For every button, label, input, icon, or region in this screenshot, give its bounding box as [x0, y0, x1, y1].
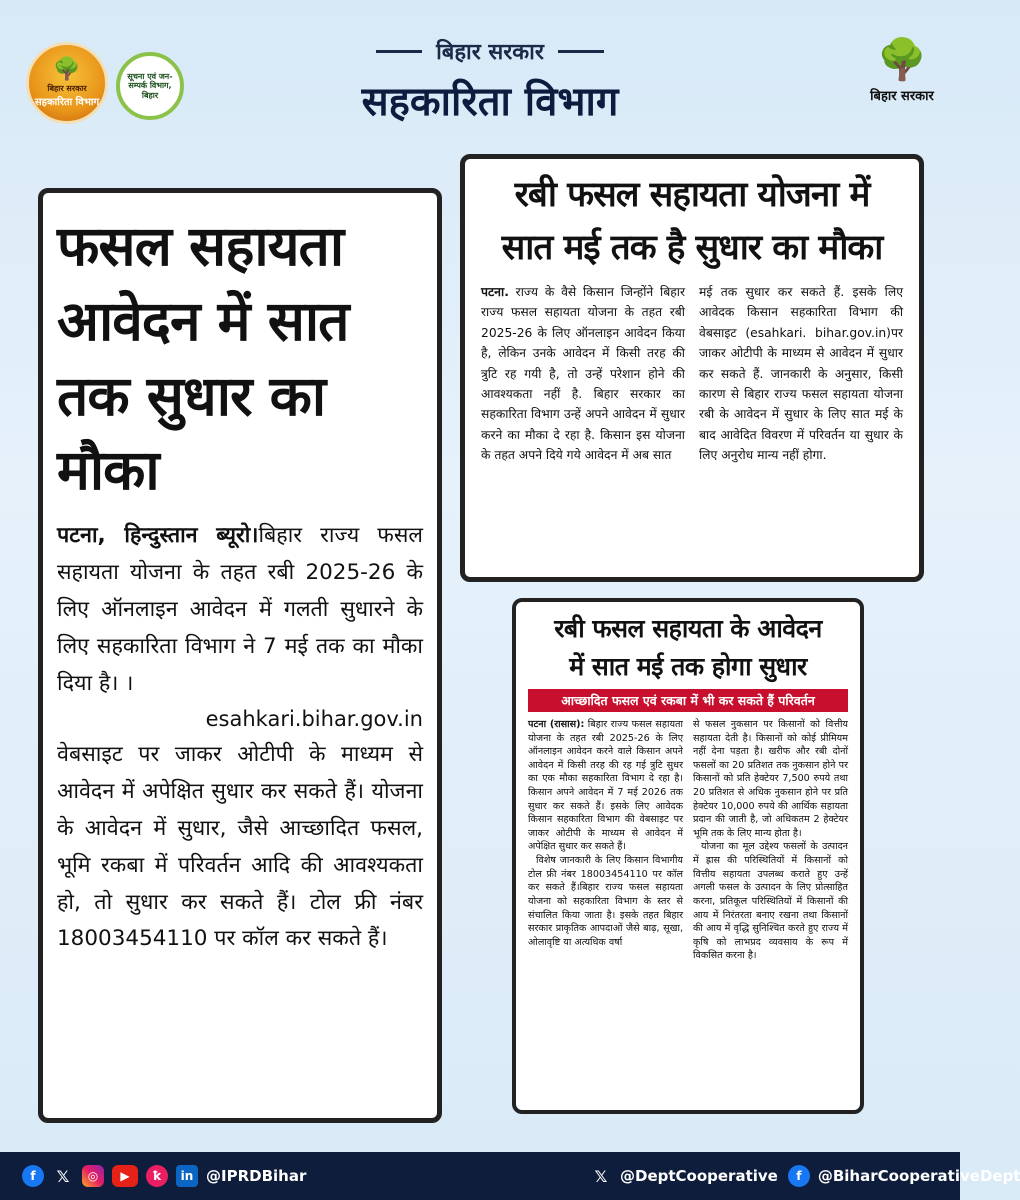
facebook-icon[interactable]: f [22, 1165, 44, 1187]
instagram-icon[interactable]: ◎ [82, 1165, 104, 1187]
column: पटना. राज्य के वैसे किसान जिन्होंने बिहार राज्य फसल सहायता योजना के तहत रबी 2025-26 के लिए ऑनलाइन आवेदन किया है, लेकिन उनके आवेदन में किसी तरह की त्रुटि रह गयी है, तो उन्हें परेशान होने की आवश्यकता नहीं है. बिहार सरकार का सहकारिता विभाग उन्हें अपने आवेदन में सुधार करने का मौका दे रहा है. किसान इस योजना के तहत अपने दिये गये आवेदन में अब सात [481, 285, 685, 463]
divider [558, 50, 604, 53]
facebook-handle[interactable]: @BiharCooperativeDept [817, 1167, 1020, 1185]
iprd-handle[interactable]: @IPRDBihar [206, 1167, 307, 1185]
column: मई तक सुधार कर सकते हैं. इसके लिए आवेदक किसान सहकारिता विभाग की वेबसाइट (esahkari. bihar.gov.in)पर जाकर ओटीपी के माध्यम से आवेदन में सुधार कर सकते हैं. जानकारी के अनुसार, किसी कारण से बिहार राज्य फसल सहायता योजना रबी के आवेदन में सुधार के लिए सात मई के बाद आवेदित विवरण में परिवर्तन या सुधार के लिए अनुरोध मान्य नहीं होगा. [699, 285, 903, 463]
clipping-headline: रबी फसल सहायता योजना में सात मई तक है सुधार का मौका [501, 175, 883, 268]
header-subtitle: बिहार सरकार [436, 40, 544, 65]
header [0, 0, 960, 160]
clipping-columns [481, 282, 903, 466]
dateline: पटना, हिन्दुस्तान ब्यूरो। [57, 523, 259, 549]
clipping-headline: रबी फसल सहायता के आवेदन में सात मई तक होगा सुधार [554, 614, 822, 681]
clipping-headline: फसल सहायता आवेदन में सात तक सुधार का मौका [57, 214, 349, 503]
clipping-banner: आच्छादित फसल एवं रकबा में भी कर सकते हैं परिवर्तन [528, 689, 848, 712]
linkedin-icon[interactable]: in [176, 1165, 198, 1187]
x-handle[interactable]: @DeptCooperative [620, 1167, 778, 1185]
cooperative-department-logo: 🌳 बिहार सरकार सहकारिता विभाग [26, 42, 108, 124]
facebook-icon[interactable]: f [788, 1165, 810, 1187]
column: पटना (रासास): बिहार राज्य फसल सहायता योजना के तहत रबी 2025-26 के लिए ऑनलाइन आवेदन करने वाले किसान अपने आवेदन में किसी तरह की रह गई त्रुटि सुधर का एक मौका सहकारिता विभाग दे रहा है। किसान अपने आवेदन में 7 मई 2026 तक सुधार कर सकते हैं। इसके लिए आवेदक किसान सहकारिता विभाग की वेबसाइट पर जाकर ओटीपी के माध्यम से आवेदन में अपेक्षित सुधार कर सकते हैं। विशेष जानकारी के लिए किसान विभागीय टोल फ्री नंबर 18003454110 पर कॉल कर सकते हैं।बिहार राज्य फसल सहायता योजना को सहकारिता विभाग के स्तर से संचालित किया जाता है। इसके तहत बिहार सरकार प्राकृतिक आपदाओं जैसे बाढ़, सूखा, ओलावृष्टि या अत्यधिक वर्षा [528, 719, 683, 948]
footer-social-left [22, 1165, 306, 1187]
header-subtitle-row [340, 36, 640, 66]
clipping-body: पटना, हिन्दुस्तान ब्यूरो।बिहार राज्य फसल सहायता योजना के तहत रबी 2025-26 के लिए ऑनलाइन आवेदन में गलती सुधारने के लिए सहकारिता विभाग ने 7 मई तक का मौका दिया है। । esahkari.bihar.gov.in वेबसाइट पर जाकर ओटीपी के माध्यम से आवेदन में अपेक्षित सुधार कर सकते हैं। योजना के आवेदन में सुधार, जैसे आच्छादित फसल, भूमि रकबा में परिवर्तन आदि की आवश्यकता हो, तो सुधार कर सकते हैं। टोल फ्री नंबर 18003454110 पर कॉल कर सकते हैं। [57, 523, 423, 952]
news-clipping-hindustan [38, 188, 442, 1123]
news-clipping-prabhat [460, 154, 924, 582]
news-clipping-rasas [512, 598, 864, 1114]
clipping-columns [528, 718, 848, 963]
footer-social-right [590, 1165, 1020, 1187]
bodhi-tree-icon: 🌳 [877, 37, 927, 83]
kooapp-icon[interactable]: ꝁ [146, 1165, 168, 1187]
iprd-logo: सूचना एवं जन-सम्पर्क विभाग, बिहार [116, 52, 184, 120]
page-title: सहकारिता विभाग [361, 79, 619, 125]
bihar-emblem: 🌳 बिहार सरकार [862, 40, 942, 122]
x-icon[interactable]: 𝕏 [594, 1166, 608, 1186]
column: से फसल नुकसान पर किसानों को वित्तीय सहायता देती है। किसानों को कोई प्रीमियम नहीं देना पड़ता है। खरीफ और रबी दोनों फसलों का 20 प्रतिशत तक नुकसान होने पर किसानों को प्रति हेक्टेयर 7,500 रुपये तथा 20 प्रतिशत से अधिक नुकसान होने पर प्रति हेक्टेयर 10,000 रुपये की आर्थिक सहायता प्रदान की जाती है, जो अधिकतम 2 हेक्टेयर भूमि तक के लिए मान्य होता है। योजना का मूल उद्देश्य फसलों के उत्पादन में ह्रास की परिस्थितियों में किसानों को वित्तीय सहायता उपलब्ध कराते हुए उन्हें अगली फसल के उत्पादन के लिए प्रोत्साहित करना, प्रतिकूल परिस्थितियों में किसानों की आय में निरंतरता बनाए रखना तथा किसानों की आय में वृद्धि सुनिश्चित करते हुए राज्य में कृषि को लाभप्रद व्यवसाय के रूप में विकसित करना है। [693, 719, 848, 962]
website-text: esahkari.bihar.gov.in [205, 707, 423, 732]
divider [376, 50, 422, 53]
x-icon[interactable]: 𝕏 [56, 1166, 70, 1186]
youtube-icon[interactable]: ▶ [112, 1165, 138, 1187]
footer [0, 1152, 1020, 1200]
